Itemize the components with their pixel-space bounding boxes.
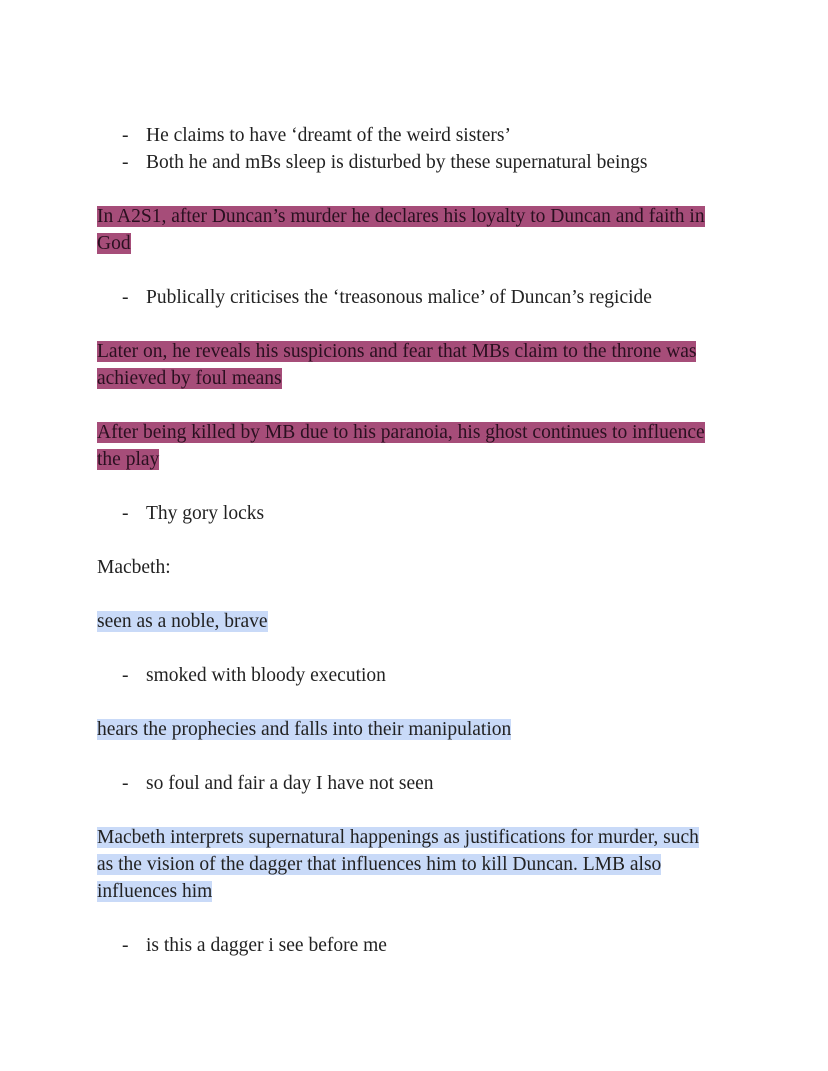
paragraph-line: God <box>97 233 131 254</box>
paragraph-line: In A2S1, after Duncan’s murder he declares his loyalty to Duncan and faith in <box>97 206 705 227</box>
bullet-text: Both he and mBs sleep is disturbed by these supernatural beings <box>146 152 648 173</box>
highlighted-paragraph <box>97 203 728 257</box>
paragraph-line: hears the prophecies and falls into their manipulation <box>97 719 512 740</box>
bullet-text: smoked with bloody execution <box>146 665 386 686</box>
highlighted-paragraph <box>97 608 728 635</box>
bullet-text: Publically criticises the ‘treasonous malice’ of Duncan’s regicide <box>146 287 652 308</box>
bullet-dash: - <box>122 503 129 524</box>
paragraph-line: influences him <box>97 881 213 902</box>
paragraph-line: Later on, he reveals his suspicions and fear that MBs claim to the throne was <box>97 341 697 362</box>
bullet-text: He claims to have ‘dreamt of the weird sisters’ <box>146 125 511 146</box>
bullet-dash: - <box>122 125 129 146</box>
bullet-dash: - <box>122 152 129 173</box>
bullet-text: Thy gory locks <box>146 503 265 524</box>
section-heading <box>97 554 728 581</box>
bullet-dash: - <box>122 287 129 308</box>
highlighted-paragraph <box>97 716 728 743</box>
bullet-text: so foul and fair a day I have not seen <box>146 773 434 794</box>
heading-text: Macbeth: <box>97 557 171 578</box>
highlighted-paragraph <box>97 419 728 473</box>
highlighted-paragraph <box>97 338 728 392</box>
bullet-dash: - <box>122 773 129 794</box>
highlighted-paragraph <box>97 824 728 905</box>
bullet-text: is this a dagger i see before me <box>146 935 387 956</box>
paragraph-line: as the vision of the dagger that influences him to kill Duncan. LMB also <box>97 854 662 875</box>
paragraph-line: seen as a noble, brave <box>97 611 268 632</box>
paragraph-line: achieved by foul means <box>97 368 282 389</box>
paragraph-line: Macbeth interprets supernatural happenings as justifications for murder, such <box>97 827 699 848</box>
bullet-dash: - <box>122 665 129 686</box>
paragraph-line: the play <box>97 449 160 470</box>
bullet-dash: - <box>122 935 129 956</box>
paragraph-line: After being killed by MB due to his paranoia, his ghost continues to influence <box>97 422 705 443</box>
